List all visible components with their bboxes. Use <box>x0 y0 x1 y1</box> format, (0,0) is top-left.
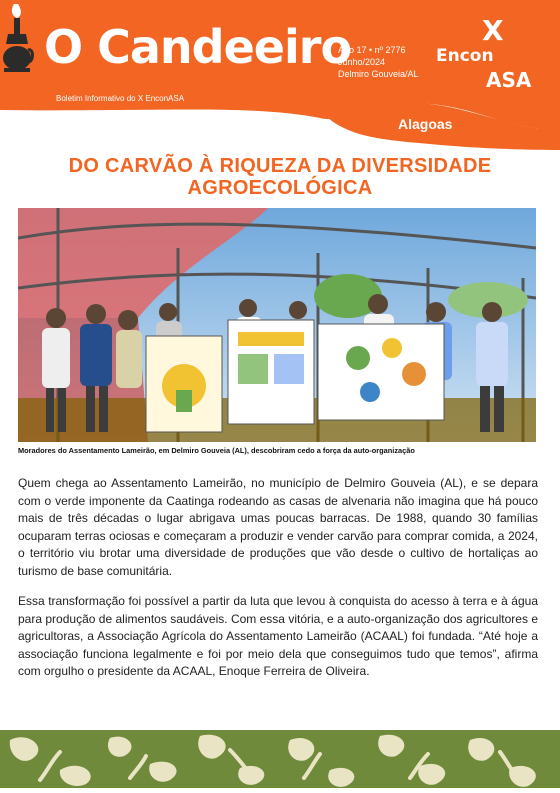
headline-line-1: DO CARVÃO À RIQUEZA DA DIVERSIDADE <box>68 155 492 177</box>
issue-number: Ano 17 • nº 2776 <box>338 45 406 55</box>
photo-caption: Moradores do Assentamento Lameirão, em Delmiro Gouveia (AL), descobriram cedo a força da auto-organização <box>18 446 415 455</box>
article-photo <box>18 208 536 442</box>
body-paragraph: Essa transformação foi possível a partir da luta que levou à conquista do acesso à terra e à água para produção de alimentos saudáveis. Com essa vitória, e a auto-organização dos agricultores e agricultoras, a Associação Agrícola do Assentamento Lameirão (ACAAL) foi fundada. “Até hoje a associação funciona legalmente e foi por meio dela que conseguimos tudo que temos”, afirma com orgulho o presidente da ACAAL, Enoque Ferreira de Oliveira. <box>18 594 538 678</box>
headline-line-2: AGROECOLÓGICA <box>187 177 373 199</box>
group-photo-illustration <box>18 208 536 442</box>
body-paragraph: Quem chega ao Assentamento Lameirão, no município de Delmiro Gouveia (AL), e se depara com o verde imponente da Caatinga rodeando as casas de alvenaria não imagina que há pouco mais de três décadas o lugar abrigava umas poucas barracas. De 1988, quando 30 famílias ocuparam terras ociosas e começaram a produzir e vender carvão para comprar comida, a 2024, o território viu brotar uma diversidade de produções que vão desde o cultivo de hortaliças ao turismo de base comunitária. <box>18 476 538 578</box>
newsletter-title: O Candeeiro <box>44 20 352 74</box>
article-headline <box>20 155 540 199</box>
logo-encon-text: Encon <box>436 46 494 66</box>
region-label: Alagoas <box>398 116 453 132</box>
oil-lamp-icon <box>0 0 34 74</box>
issue-info <box>338 44 419 80</box>
leaf-pattern-illustration <box>0 730 560 788</box>
logo-asa-text: ASA <box>486 68 532 92</box>
footer-pattern <box>0 730 560 788</box>
newsletter-subtitle: Boletim Informativo do X EnconASA <box>56 94 185 103</box>
issue-date: Junho/2024 <box>338 57 386 67</box>
masthead <box>0 0 560 150</box>
issue-location: Delmiro Gouveia/AL <box>338 69 419 79</box>
logo-x-text: X <box>482 14 504 47</box>
enconasa-logo <box>432 14 542 94</box>
